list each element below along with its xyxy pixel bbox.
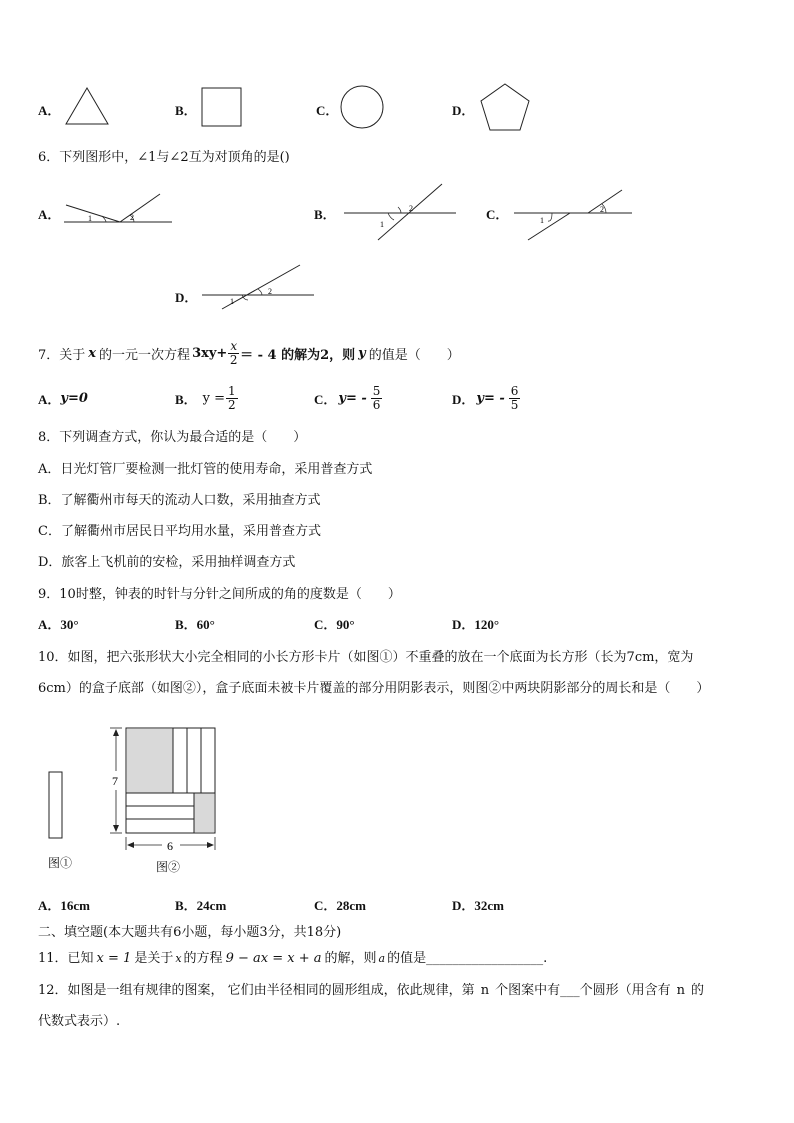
square-icon xyxy=(200,86,244,128)
q11-stem: 11．已知 x = 1 是关于 x 的方程 9 − ax = x + a 的解，则 a 的值是 __________________ . xyxy=(38,951,548,966)
q12-line-2: 代数式表示）. xyxy=(38,1014,121,1029)
q10-fig1-caption: 图① xyxy=(48,856,73,870)
q8-option-d: D．旅客上飞机前的安检，采用抽样调查方式 xyxy=(38,555,296,570)
pentagon-icon xyxy=(477,81,533,133)
q8-option-c: C．了解衢州市居民日平均用水量，采用普查方式 xyxy=(38,524,321,539)
circle-icon xyxy=(338,84,386,130)
q6-figure-c xyxy=(510,186,636,244)
q10-shade-2 xyxy=(194,793,214,832)
q6b-angle-2: 2 xyxy=(409,204,413,213)
section-heading: 二、填空题(本大题共有6小题，每小题3分，共18分) xyxy=(38,925,342,940)
q9-option-d: D．120° xyxy=(452,617,500,632)
q9-option-c: C．90° xyxy=(314,617,355,632)
q10-option-c: C．28cm xyxy=(314,898,366,913)
q10-option-d: D．32cm xyxy=(452,898,504,913)
q10-option-a: A．16cm xyxy=(38,898,90,913)
q5-option-c-label: C． xyxy=(316,103,339,118)
q7-option-b: B． y = $\frac{1}{2}$ xyxy=(175,383,236,412)
q7-option-c: C． y= - $\frac{5}{6}$ xyxy=(314,383,381,412)
q6-figure-a xyxy=(58,190,176,228)
q5-option-b-label: B． xyxy=(175,103,197,118)
triangle-icon xyxy=(64,86,110,126)
q5-option-a-label: A． xyxy=(38,103,61,118)
q6b-angle-1: 1 xyxy=(380,220,384,229)
q10-card xyxy=(49,772,62,838)
q10-line-1: 10．如图，把六张形状大小完全相同的小长方形卡片（如图①）不重叠的放在一个底面为长方形（长为7cm，宽为 xyxy=(38,650,694,665)
q6a-angle-1: 1 xyxy=(88,214,92,223)
q6-figure-d xyxy=(198,262,318,312)
q6d-angle-2: 2 xyxy=(268,287,272,296)
q6-stem: 6．下列图形中，∠1与∠2互为对顶角的是() xyxy=(38,150,290,165)
q6-option-c-label: C． xyxy=(486,207,509,222)
q8-option-a: A．日光灯管厂要检测一批灯管的使用寿命，采用普查方式 xyxy=(38,462,373,477)
q10-shade-1 xyxy=(127,729,173,793)
q11-answer-blank[interactable]: __________________ xyxy=(426,951,544,966)
q6a-angle-2: 2 xyxy=(130,213,134,222)
q10-option-b: B．24cm xyxy=(175,898,227,913)
q9-option-b: B．60° xyxy=(175,617,215,632)
q10-dim-7: 7 xyxy=(112,774,118,788)
q6-option-a-label: A． xyxy=(38,207,61,222)
q7-option-a: A． y=0 xyxy=(38,390,88,407)
q12-answer-blank[interactable]: ___ xyxy=(560,983,580,998)
q6-option-d-label: D． xyxy=(175,290,198,305)
q6c-angle-1: 1 xyxy=(540,216,544,225)
q9-stem: 9．10时整，钟表的时针与分针之间所成的角的度数是（ ） xyxy=(38,587,401,602)
q6-option-b-label: B． xyxy=(314,207,336,222)
q7-stem: 7．关于 x 的一元一次方程 3xy+ $\frac{x}{2}$ ＝ - 4 的解为2，则 y 的值是（ ） xyxy=(38,339,460,367)
q12-line-1: 12．如图是一组有规律的图案， 它们由半径相同的圆形组成，依此规律，第 n 个图案中有 ___ 个圆形（用含有 n 的 xyxy=(38,983,704,998)
q10-fig2-caption: 图② xyxy=(156,860,181,874)
q6d-angle-1: 1 xyxy=(230,297,234,306)
q5-option-d-label: D． xyxy=(452,103,475,118)
q10-dim-6: 6 xyxy=(167,839,173,853)
q10-line-2: 6cm）的盒子底部（如图②），盒子底面未被卡片覆盖的部分用阴影表示，则图②中两块阴影部分的周长和是（ ） xyxy=(38,681,710,696)
q6c-angle-2: 2 xyxy=(600,205,604,214)
q6-figure-b xyxy=(340,182,460,242)
q7-fraction: $\frac{x}{2}$ xyxy=(229,339,238,367)
q8-stem: 8．下列调查方式，你认为最合适的是（ ） xyxy=(38,430,307,445)
q8-option-b: B．了解衢州市每天的流动人口数，采用抽查方式 xyxy=(38,493,321,508)
q9-option-a: A．30° xyxy=(38,617,79,632)
q7-option-d: D． y= - $\frac{6}{5}$ xyxy=(452,383,519,412)
